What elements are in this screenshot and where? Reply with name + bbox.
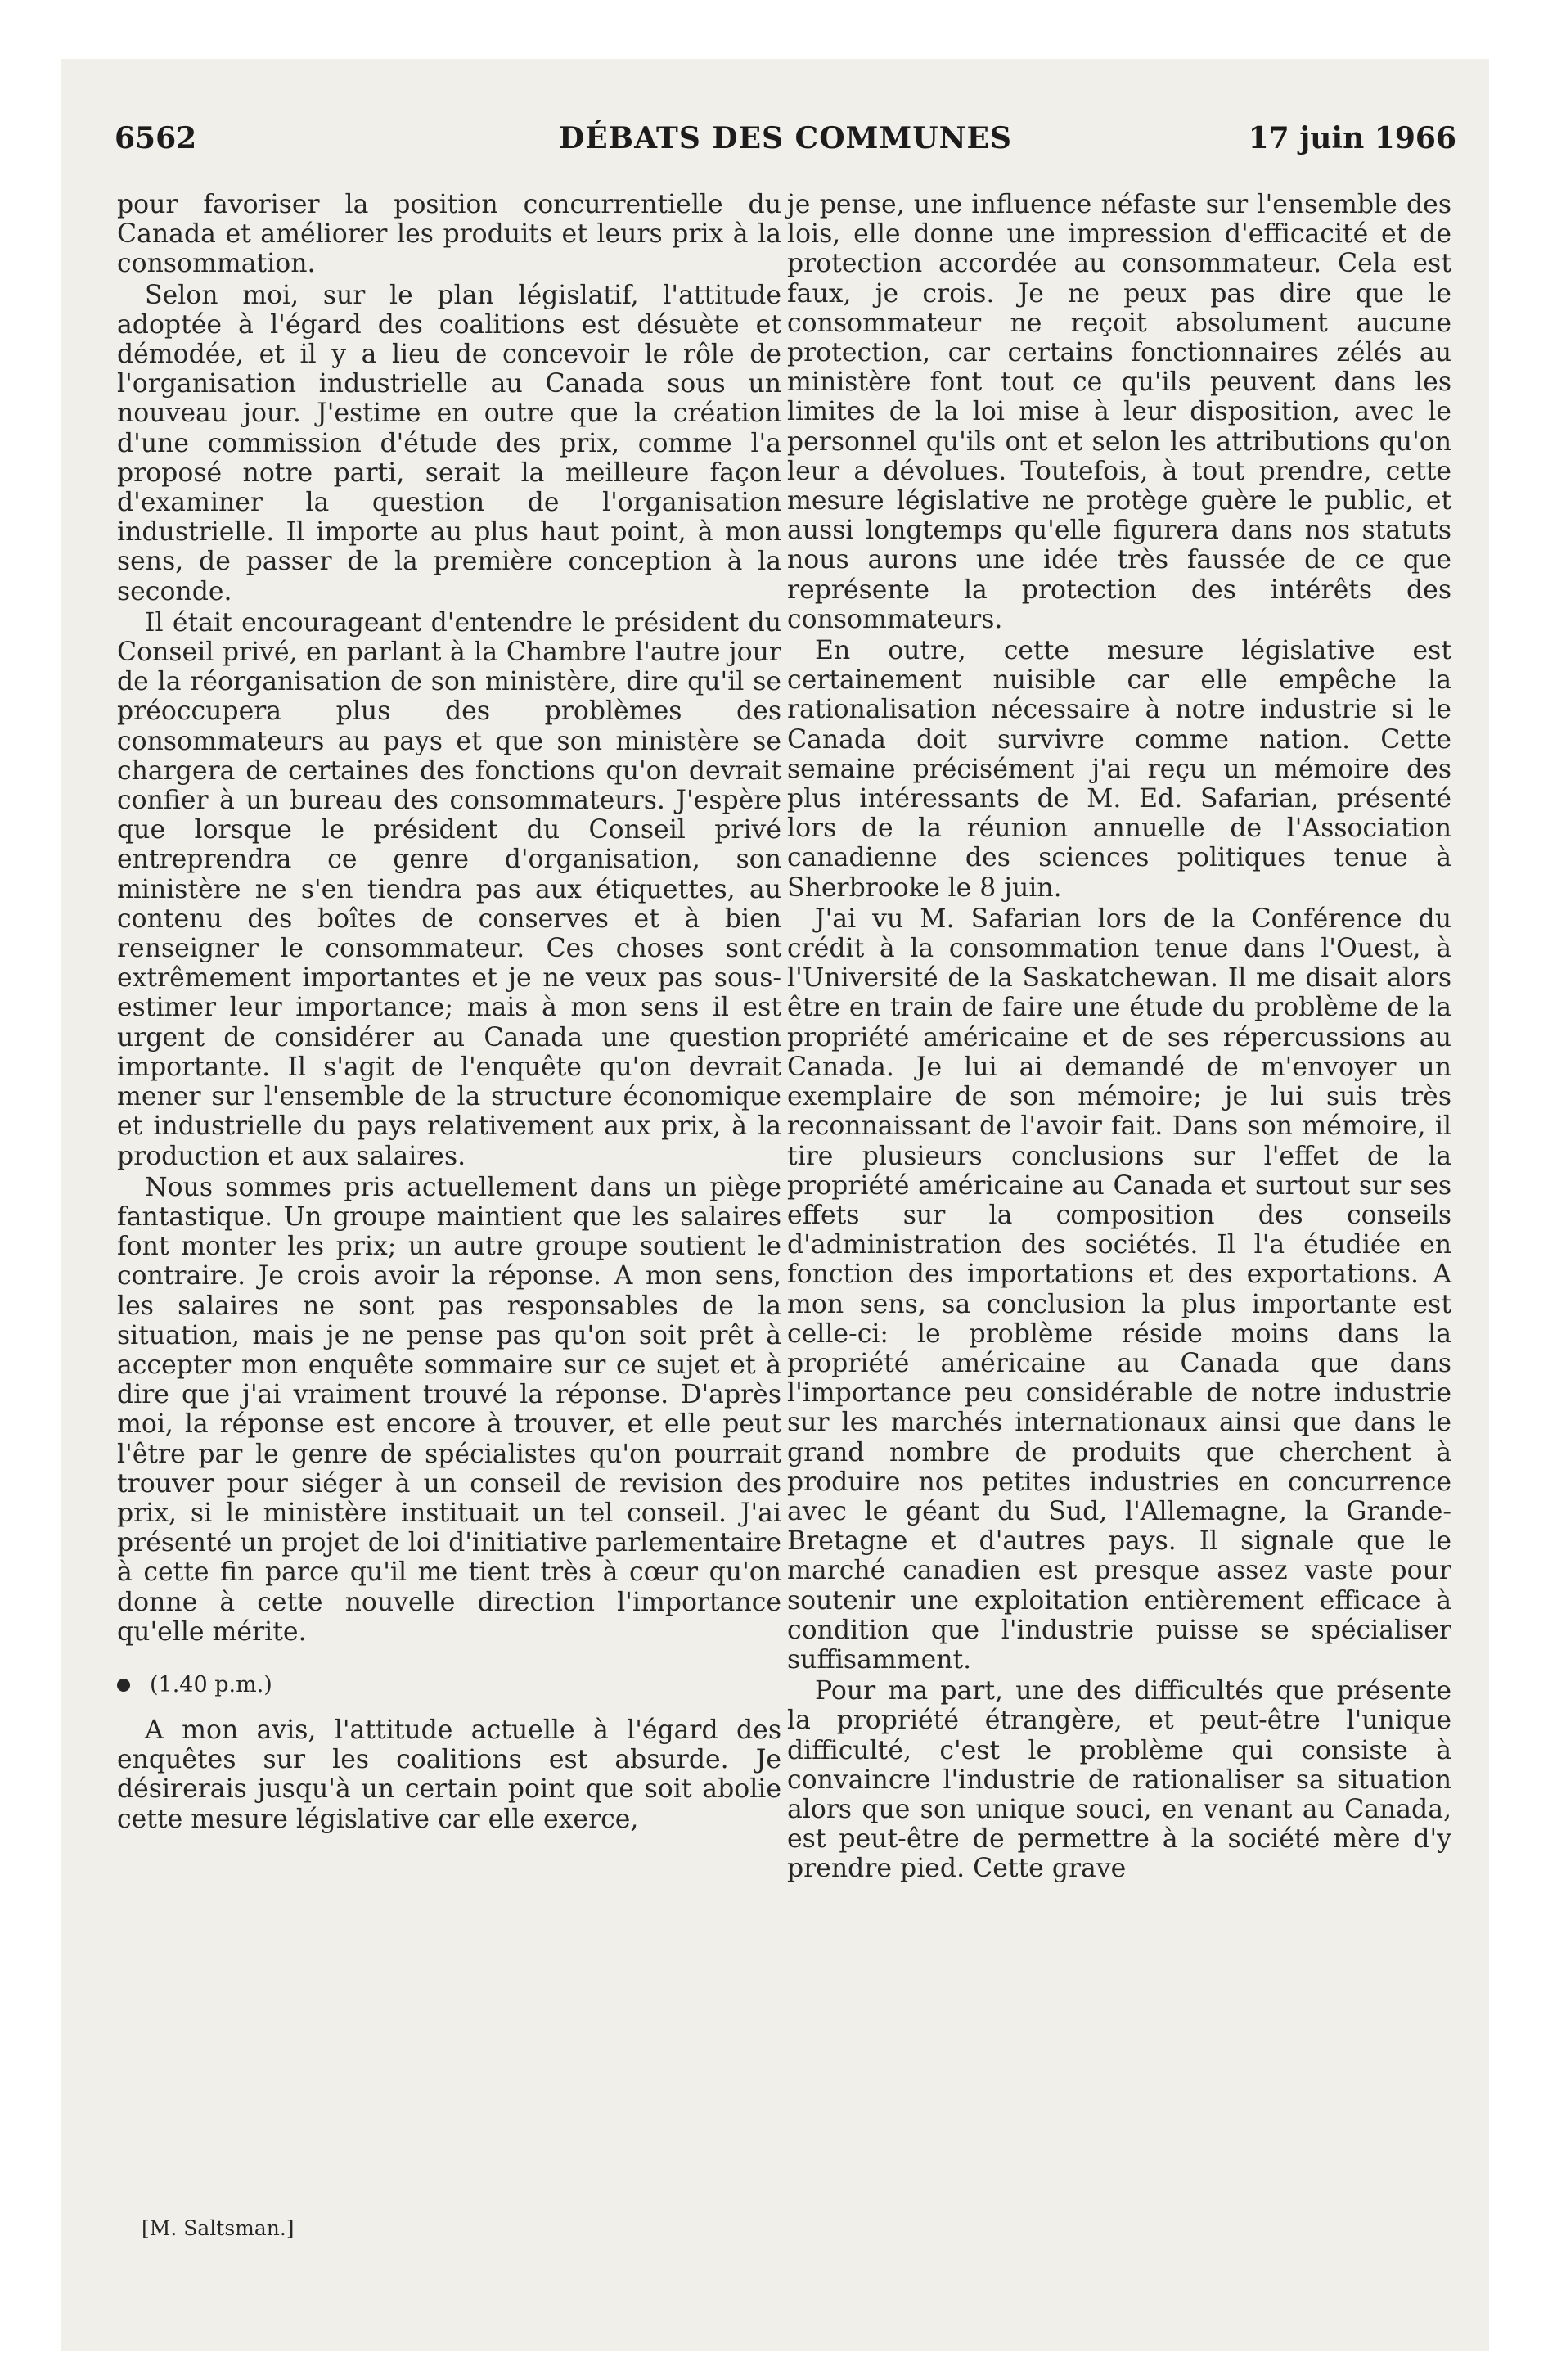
left-paragraph-4: Nous sommes pris actuellement dans un piège fantastique. Un groupe maintient que les salaires font monter les prix; un autre groupe soutient le contraire. Je crois avoir la réponse. A mon sens, les salaires ne sont pas responsables de la situation, mais je ne pense pas qu'on soit prêt à accepter mon enquête sommaire sur ce sujet et à dire que j'ai vraiment trouvé la réponse. D'après moi, la réponse est encore à trouver, et elle peut l'être par le genre de spécialistes qu'on pourrait trouver pour siéger à un conseil de revision des prix, si le ministère instituait un tel conseil. J'ai présenté un projet de loi d'initiative parlementaire à cette fin parce qu'il me tient très à cœur qu'on donne à cette nouvelle direction l'importance qu'elle mérite. bbox=[117, 1172, 781, 1647]
right-paragraph-2: En outre, cette mesure législative est certainement nuisible car elle empêche la rationalisation nécessaire à notre industrie si le Canada doit survivre comme nation. Cette semaine précisément j'ai reçu un mémoire des plus intéressants de M. Ed. Safarian, présenté lors de la réunion annuelle de l'Association canadienne des sciences politiques tenue à Sherbrooke le 8 juin. bbox=[787, 636, 1451, 903]
page-header bbox=[115, 121, 1456, 162]
right-column bbox=[787, 190, 1451, 1884]
left-paragraph-1: pour favoriser la position concurrentielle du Canada et améliorer les produits et leurs prix à la consommation. bbox=[117, 190, 781, 279]
publication-date: 17 juin 1966 bbox=[1248, 121, 1456, 156]
right-paragraph-1: je pense, une influence néfaste sur l'ensemble des lois, elle donne une impression d'efficacité et de protection accordée au consommateur. Cela est faux, je crois. Je ne peux pas dire que le consommateur ne reçoit absolument aucune protection, car certains fonctionnaires zélés au ministère font tout ce qu'ils peuvent dans les limites de la loi mise à leur disposition, avec le personnel qu'ils ont et selon les attributions qu'on leur a dévolues. Toutefois, à tout prendre, cette mesure législative ne protège guère le public, et aussi longtemps qu'elle figurera dans nos statuts nous aurons une idée très faussée de ce que représente la protection des intérêts des consommateurs. bbox=[787, 190, 1451, 634]
left-paragraph-3: Il était encourageant d'entendre le président du Conseil privé, en parlant à la Chambre l'autre jour de la réorganisation de son ministère, dire qu'il se préoccupera plus des problèmes des consommateurs au pays et que son ministère se chargera de certaines des fonctions qu'on devrait confier à un bureau des consommateurs. J'espère que lorsque le président du Conseil privé entreprendra ce genre d'organisation, son ministère ne s'en tiendra pas aux étiquettes, au contenu des boîtes de conserves et à bien renseigner le consommateur. Ces choses sont extrêmement importantes et je ne veux pas sous-estimer leur importance; mais à mon sens il est urgent de considérer au Canada une question importante. Il s'agit de l'enquête qu'on devrait mener sur l'ensemble de la structure économique et industrielle du pays relativement aux prix, à la production et aux salaires. bbox=[117, 607, 781, 1171]
left-column bbox=[117, 190, 781, 1834]
right-paragraph-4: Pour ma part, une des difficultés que présente la propriété étrangère, et peut-être l'unique difficulté, c'est le problème qui consiste à convaincre l'industrie de rationaliser sa situation alors que son unique souci, en venant au Canada, est peut-être de permettre à la société mère d'y prendre pied. Cette grave bbox=[787, 1676, 1451, 1884]
speaker-attribution: [M. Saltsman.] bbox=[142, 2216, 295, 2240]
left-paragraph-5: A mon avis, l'attitude actuelle à l'égard des enquêtes sur les coalitions est absurde. Je désirerais jusqu'à un certain point que soit abolie cette mesure législative car elle exerce, bbox=[117, 1715, 781, 1834]
right-paragraph-3: J'ai vu M. Safarian lors de la Conférence du crédit à la consommation tenue dans l'Ouest, à l'Université de la Saskatchewan. Il me disait alors être en train de faire une étude du problème de la propriété américaine et de ses répercussions au Canada. Je lui ai demandé de m'envoyer un exemplaire de son mémoire; je lui suis très reconnaissant de l'avoir fait. Dans son mémoire, il tire plusieurs conclusions sur l'effet de la propriété américaine au Canada et surtout sur ses effets sur la composition des conseils d'administration des sociétés. Il l'a étudiée en fonction des importations et des exportations. A mon sens, sa conclusion la plus importante est celle-ci: le problème réside moins dans la propriété américaine au Canada que dans l'importance peu considérable de notre industrie sur les marchés internationaux ainsi que dans le grand nombre de produits que cherchent à produire nos petites industries en concurrence avec le géant du Sud, l'Allemagne, la Grande-Bretagne et d'autres pays. Il signale que le marché canadien est presque assez vaste pour soutenir une exploitation entièrement efficace à condition que l'industrie puisse se spécialiser suffisamment. bbox=[787, 904, 1451, 1675]
publication-title: DÉBATS DES COMMUNES bbox=[558, 121, 1012, 156]
page-number: 6562 bbox=[115, 121, 197, 156]
bullet-icon bbox=[117, 1679, 130, 1692]
time-marker bbox=[117, 1671, 781, 1699]
left-paragraph-2: Selon moi, sur le plan législatif, l'attitude adoptée à l'égard des coalitions est désuète et démodée, et il y a lieu de concevoir le rôle de l'organisation industrielle au Canada sous un nouveau jour. J'estime en outre que la création d'une commission d'étude des prix, comme l'a proposé notre parti, serait la meilleure façon d'examiner la question de l'organisation industrielle. Il importe au plus haut point, à mon sens, de passer de la première conception à la seconde. bbox=[117, 280, 781, 606]
time-marker-text: (1.40 p.m.) bbox=[150, 1671, 272, 1697]
